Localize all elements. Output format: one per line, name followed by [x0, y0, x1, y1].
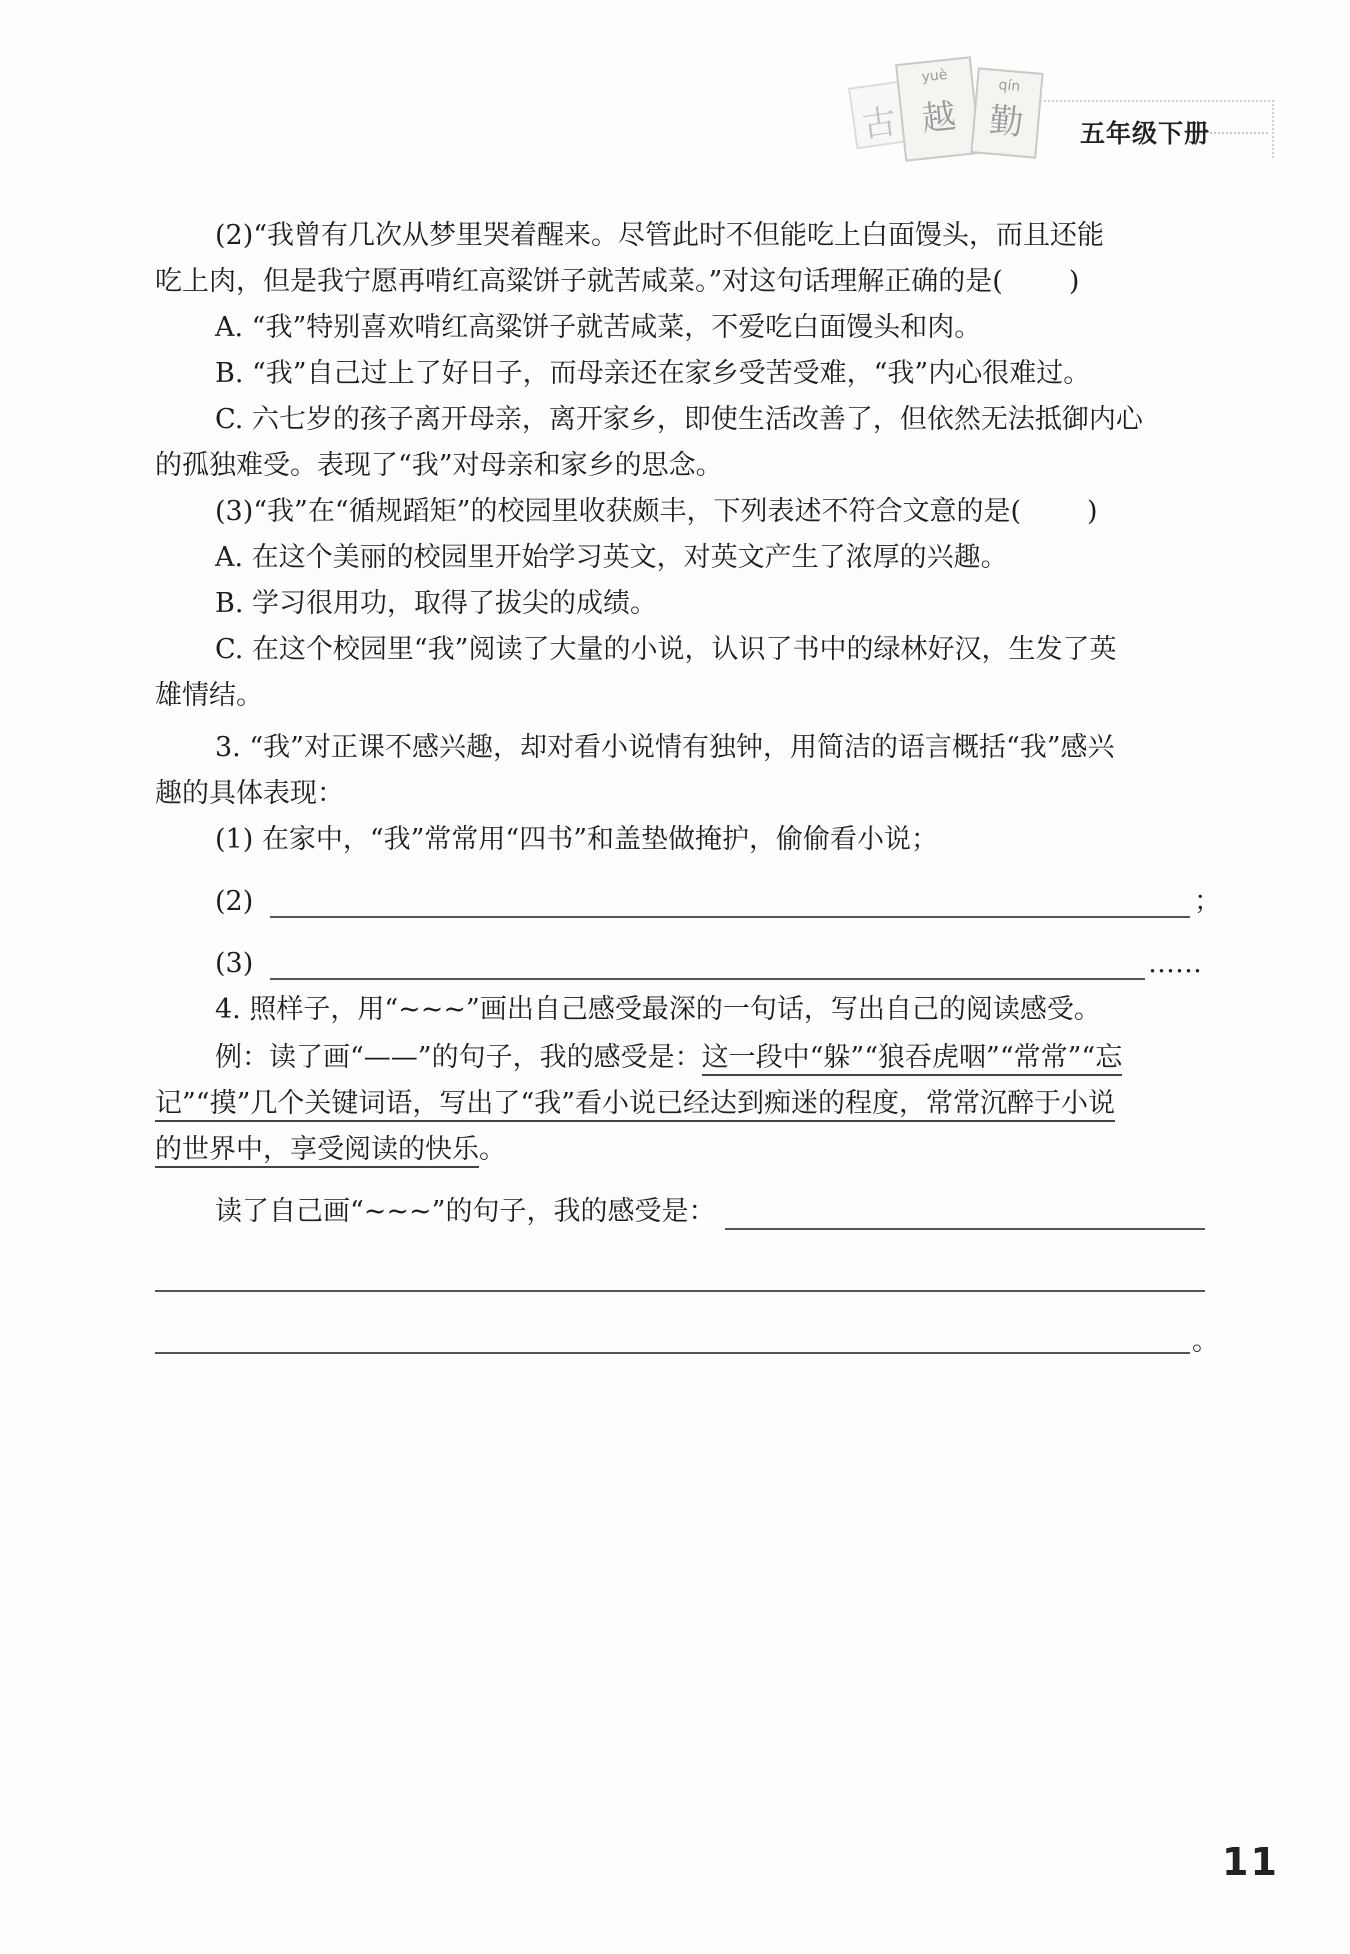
task4-example-line1 — [215, 1038, 1122, 1078]
q2-paren-close: ) — [1068, 266, 1080, 297]
task4-answer-end: 。 — [1192, 1326, 1219, 1357]
q3-line1 — [215, 492, 1098, 532]
task4-answer-prompt: 读了自己画“~~~”的句子，我的感受是： — [215, 1196, 716, 1227]
q3-option-c-line1: C. 在这个校园里“我”阅读了大量的小说，认识了书中的绿林好汉，生发了英 — [215, 634, 1117, 665]
task4-example-line3 — [155, 1130, 506, 1170]
stamp-yue — [895, 56, 981, 161]
page-number: 11 — [1222, 1840, 1279, 1884]
header-stamps-decoration — [852, 56, 1042, 168]
q3-paren-close: ) — [1087, 496, 1098, 527]
task4-answer-line-3[interactable] — [155, 1352, 1190, 1354]
grade-label: 五年级下册 — [1080, 119, 1211, 148]
grade-dotted-rule — [1210, 132, 1268, 134]
stamp-yue-char: 越 — [919, 95, 958, 140]
task3-item2-end: ； — [1194, 886, 1221, 917]
task4-answer-line-1[interactable] — [725, 1228, 1205, 1230]
task3-item2-label: (2) — [215, 886, 254, 917]
task3-line1: 3. “我”对正课不感兴趣，却对看小说情有独钟，用简洁的语言概括“我”感兴 — [215, 732, 1115, 763]
task3-line2: 趣的具体表现： — [155, 778, 344, 809]
grade-label-box — [1040, 100, 1274, 158]
task4-answer-line-2[interactable] — [155, 1290, 1205, 1292]
task4-example-prefix: 例：读了画“——”的句子，我的感受是： — [215, 1042, 702, 1073]
task4-example-underlined-1: 这一段中“躲”“狼吞虎咽”“常常”“忘 — [702, 1042, 1123, 1076]
task3-item3-end: …… — [1148, 948, 1202, 979]
task4-example-underlined-3: 的世界中，享受阅读的快乐 — [155, 1134, 479, 1168]
q2-option-c-line1: C. 六七岁的孩子离开母亲，离开家乡，即使生活改善了，但依然无法抵御内心 — [215, 404, 1143, 435]
q2-option-b: B. “我”自己过上了好日子，而母亲还在家乡受苦受难，“我”内心很难过。 — [215, 358, 1091, 389]
q3-option-c-line2: 雄情结。 — [155, 680, 263, 711]
q3-option-a: A. 在这个美丽的校园里开始学习英文，对英文产生了浓厚的兴趣。 — [215, 542, 1008, 573]
q3-option-b: B. 学习很用功，取得了拔尖的成绩。 — [215, 588, 658, 619]
task3-item3-answer-line[interactable] — [270, 978, 1145, 980]
task4-example-underlined-2: 记”“摸”几个关键词语，写出了“我”看小说已经达到痴迷的程度，常常沉醉于小说 — [155, 1088, 1115, 1122]
task4-line1: 4. 照样子，用“~~~”画出自己感受最深的一句话，写出自己的阅读感受。 — [215, 994, 1101, 1025]
task3-item2-answer-line[interactable] — [270, 916, 1190, 918]
q2-line2 — [155, 262, 1079, 302]
task3-item1: (1) 在家中，“我”常常用“四书”和盖垫做掩护，偷偷看小说； — [215, 824, 939, 855]
q2-line1: (2)“我曾有几次从梦里哭着醒来。尽管此时不但能吃上白面馒头，而且还能 — [215, 220, 1105, 251]
task4-example-end: 。 — [479, 1134, 506, 1165]
stamp-qin-char: 勤 — [987, 100, 1025, 143]
q2-option-c-line2: 的孤独难受。表现了“我”对母亲和家乡的思念。 — [155, 450, 723, 481]
q2-stem: 吃上肉，但是我宁愿再啃红高粱饼子就苦咸菜。”对这句话理解正确的是( — [155, 266, 1003, 297]
stamp-qin-pinyin: qín — [997, 77, 1021, 96]
stamp-yue-pinyin: yuè — [920, 66, 949, 86]
task3-item3-label: (3) — [215, 948, 254, 979]
stamp-gu-char: 古 — [859, 101, 899, 146]
stamp-qin — [970, 67, 1043, 158]
task4-example-line2 — [155, 1084, 1115, 1124]
q3-stem: (3)“我”在“循规蹈矩”的校园里收获颇丰，下列表述不符合文意的是( — [215, 496, 1021, 527]
q2-option-a: A. “我”特别喜欢啃红高粱饼子就苦咸菜，不爱吃白面馒头和肉。 — [215, 312, 982, 343]
